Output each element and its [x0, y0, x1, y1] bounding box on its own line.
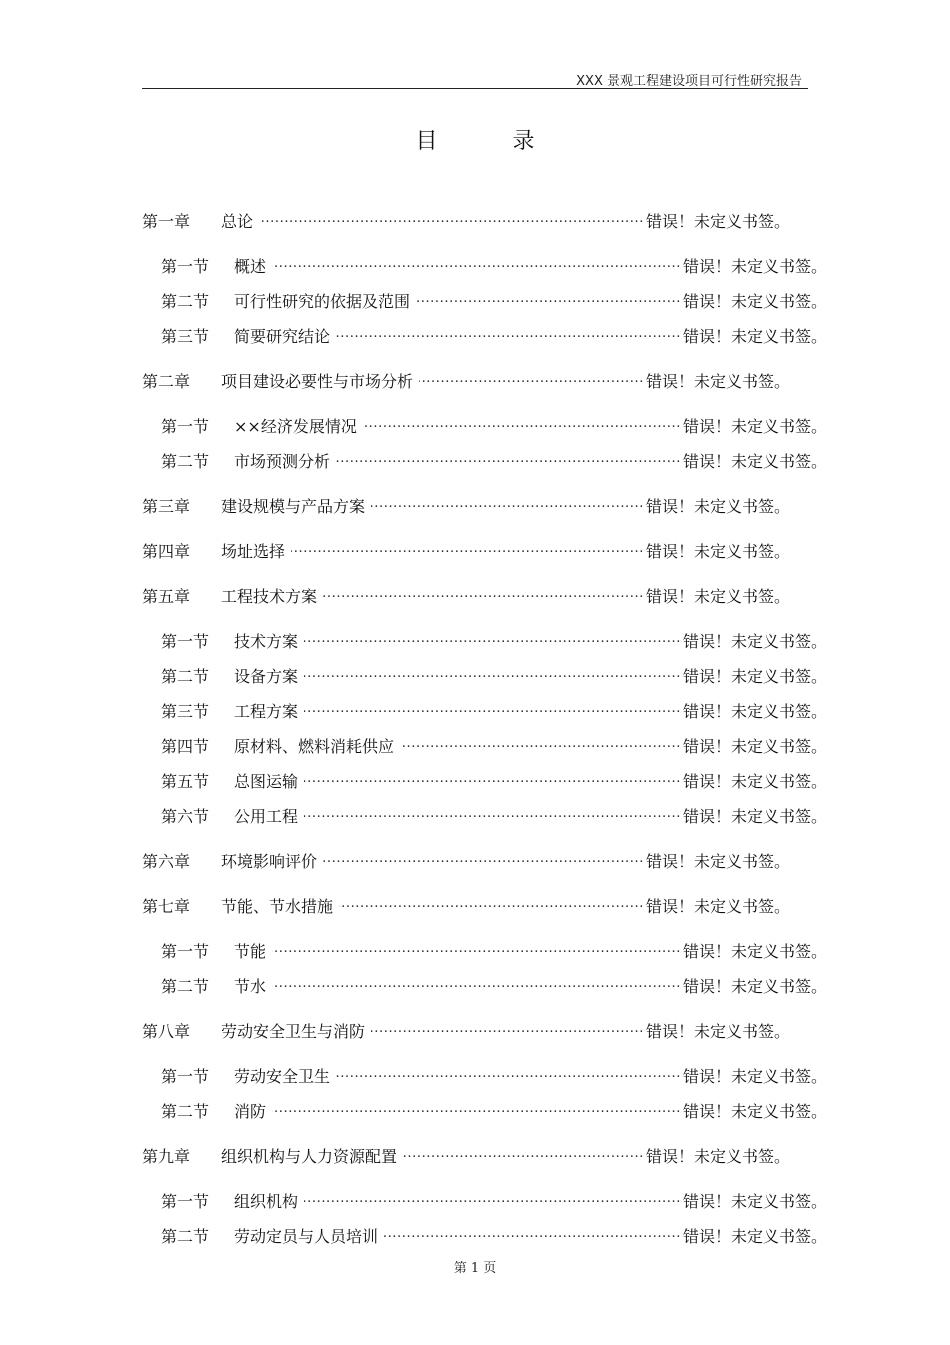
toc-entry-title: 总图运输 — [234, 771, 299, 791]
toc-entry-page-ref: 错误！未定义书签。 — [682, 736, 827, 756]
toc-entry-page-ref: 错误！未定义书签。 — [645, 211, 790, 231]
toc-entry-page-ref: 错误！未定义书签。 — [682, 416, 827, 436]
toc-leader-dots — [384, 1226, 681, 1244]
toc-entry-number: 第三节 — [161, 326, 210, 346]
toc-entry[interactable] — [161, 1222, 827, 1248]
toc-entry-page-ref: 错误！未定义书签。 — [682, 631, 827, 651]
toc-entry-page-ref: 错误！未定义书签。 — [682, 941, 827, 961]
toc-entry[interactable] — [161, 1097, 827, 1123]
toc-entry[interactable] — [142, 1142, 790, 1168]
toc-entry[interactable] — [161, 732, 827, 758]
toc-entry-title: 劳动定员与人员培训 — [234, 1226, 379, 1246]
toc-entry-number: 第一章 — [142, 211, 191, 231]
toc-entry-page-ref: 错误！未定义书签。 — [645, 1146, 790, 1166]
toc-leader-dots — [272, 976, 681, 994]
toc-entry-page-ref: 错误！未定义书签。 — [645, 371, 790, 391]
toc-entry-page-ref: 错误！未定义书签。 — [645, 1021, 790, 1041]
page-footer: 第 1 页 — [453, 1261, 497, 1276]
toc-leader-dots — [400, 736, 681, 754]
toc-leader-dots — [259, 211, 644, 229]
toc-leader-dots — [304, 806, 681, 824]
toc-leader-dots — [336, 326, 681, 344]
toc-entry-page-ref: 错误！未定义书签。 — [682, 771, 827, 791]
toc-entry-title: 建设规模与产品方案 — [221, 496, 366, 516]
toc-entry[interactable] — [161, 662, 827, 688]
toc-entry-title: 概述 — [234, 256, 267, 276]
toc-entry-number: 第二节 — [161, 1101, 210, 1121]
toc-entry-title: 公用工程 — [234, 806, 299, 826]
toc-leader-dots — [419, 371, 644, 389]
toc-entry-page-ref: 错误！未定义书签。 — [682, 291, 827, 311]
toc-entry-page-ref: 错误！未定义书签。 — [682, 256, 827, 276]
toc-entry-title: 劳动安全卫生 — [234, 1066, 331, 1086]
toc-leader-dots — [339, 896, 644, 914]
toc-entry[interactable] — [142, 492, 790, 518]
toc-entry-number: 第九章 — [142, 1146, 191, 1166]
toc-entry[interactable] — [161, 412, 827, 438]
toc-leader-dots — [363, 416, 681, 434]
toc-entry-page-ref: 错误！未定义书签。 — [682, 806, 827, 826]
toc-entry-page-ref: 错误！未定义书签。 — [682, 976, 827, 996]
toc-entry-title: 节水 — [234, 976, 267, 996]
toc-entry-page-ref: 错误！未定义书签。 — [682, 1191, 827, 1211]
toc-leader-dots — [304, 1191, 681, 1209]
toc-entry[interactable] — [161, 627, 827, 653]
toc-entry-page-ref: 错误！未定义书签。 — [645, 896, 790, 916]
toc-entry[interactable] — [142, 367, 790, 393]
toc-entry-title: 工程方案 — [234, 701, 299, 721]
toc-leader-dots — [304, 701, 681, 719]
toc-leader-dots — [323, 851, 644, 869]
toc-entry-number: 第一节 — [161, 1191, 210, 1211]
toc-entry-title: 技术方案 — [234, 631, 299, 651]
toc-entry-number: 第五节 — [161, 771, 210, 791]
toc-leader-dots — [323, 586, 644, 604]
toc-entry-number: 第二节 — [161, 1226, 210, 1246]
toc-entry[interactable] — [161, 937, 827, 963]
toc-entry[interactable] — [142, 892, 790, 918]
toc-leader-dots — [336, 1066, 681, 1084]
toc-entry-page-ref: 错误！未定义书签。 — [645, 586, 790, 606]
toc-entry-page-ref: 错误！未定义书签。 — [682, 666, 827, 686]
toc-entry[interactable] — [161, 287, 827, 313]
toc-leader-dots — [403, 1146, 644, 1164]
toc-leader-dots — [304, 631, 681, 649]
toc-entry-page-ref: 错误！未定义书签。 — [682, 1101, 827, 1121]
toc-entry[interactable] — [161, 802, 827, 828]
toc-entry[interactable] — [142, 847, 790, 873]
toc-entry-number: 第八章 — [142, 1021, 191, 1041]
toc-entry-number: 第二节 — [161, 666, 210, 686]
toc-entry[interactable] — [161, 1187, 827, 1213]
toc-entry-title: 市场预测分析 — [234, 451, 331, 471]
toc-entry-page-ref: 错误！未定义书签。 — [682, 326, 827, 346]
toc-leader-dots — [416, 291, 681, 309]
toc-entry-number: 第一节 — [161, 256, 210, 276]
toc-leader-dots — [371, 1021, 644, 1039]
toc-entry-number: 第五章 — [142, 586, 191, 606]
toc-leader-dots — [304, 771, 681, 789]
toc-entry-title: 组织机构与人力资源配置 — [221, 1146, 398, 1166]
toc-entry-page-ref: 错误！未定义书签。 — [682, 1226, 827, 1246]
toc-entry-number: 第七章 — [142, 896, 191, 916]
toc-entry-title: 工程技术方案 — [221, 586, 318, 606]
toc-leader-dots — [272, 1101, 681, 1119]
toc-entry[interactable] — [161, 1062, 827, 1088]
toc-leader-dots — [371, 496, 644, 514]
toc-entry-number: 第四章 — [142, 541, 191, 561]
toc-entry-number: 第二节 — [161, 291, 210, 311]
toc-leader-dots — [272, 941, 681, 959]
toc-leader-dots — [272, 256, 681, 274]
toc-entry-number: 第二节 — [161, 451, 210, 471]
toc-entry-title: 节能 — [234, 941, 267, 961]
toc-entry-title: 场址选择 — [221, 541, 286, 561]
toc-entry[interactable] — [142, 537, 790, 563]
toc-entry-number: 第一节 — [161, 941, 210, 961]
toc-entry-number: 第六节 — [161, 806, 210, 826]
toc-entry-title: 可行性研究的依据及范围 — [234, 291, 411, 311]
toc-entry-number: 第一节 — [161, 631, 210, 651]
toc-entry-page-ref: 错误！未定义书签。 — [682, 451, 827, 471]
toc-entry[interactable] — [142, 207, 790, 233]
toc-entry-number: 第三节 — [161, 701, 210, 721]
toc-entry[interactable] — [161, 697, 827, 723]
toc-entry-title: 节能、节水措施 — [221, 896, 334, 916]
toc-entry[interactable] — [161, 252, 827, 278]
toc-entry[interactable] — [142, 1017, 790, 1043]
toc-leader-dots — [291, 541, 644, 559]
toc-entry-title: 劳动安全卫生与消防 — [221, 1021, 366, 1041]
toc-entry-title: 总论 — [221, 211, 254, 231]
toc-entry-page-ref: 错误！未定义书签。 — [645, 851, 790, 871]
toc-entry-title: 组织机构 — [234, 1191, 299, 1211]
toc-entry[interactable] — [161, 972, 827, 998]
toc-entry-number: 第二章 — [142, 371, 191, 391]
toc-entry-page-ref: 错误！未定义书签。 — [682, 701, 827, 721]
toc-entry-title: 环境影响评价 — [221, 851, 318, 871]
toc-entry-page-ref: 错误！未定义书签。 — [645, 496, 790, 516]
toc-entry[interactable] — [142, 582, 790, 608]
toc-entry[interactable] — [161, 447, 827, 473]
toc-entry-title: ××经济发展情况 — [234, 416, 357, 436]
toc-entry-page-ref: 错误！未定义书签。 — [682, 1066, 827, 1086]
toc-entry[interactable] — [161, 322, 827, 348]
toc-entry-number: 第一节 — [161, 416, 210, 436]
toc-entry-number: 第二节 — [161, 976, 210, 996]
header-text: XXX 景观工程建设项目可行性研究报告 — [576, 74, 802, 89]
toc-entry-page-ref: 错误！未定义书签。 — [645, 541, 790, 561]
toc-entry-number: 第六章 — [142, 851, 191, 871]
toc-entry-title: 简要研究结论 — [234, 326, 331, 346]
toc-entry-number: 第三章 — [142, 496, 191, 516]
toc-leader-dots — [336, 451, 681, 469]
toc-entry[interactable] — [161, 767, 827, 793]
toc-entry-title: 消防 — [234, 1101, 267, 1121]
toc-title: 目 录 — [415, 129, 569, 154]
toc-entry-title: 原材料、燃料消耗供应 — [234, 736, 395, 756]
toc-entry-title: 设备方案 — [234, 666, 299, 686]
toc-entry-number: 第四节 — [161, 736, 210, 756]
toc-entry-title: 项目建设必要性与市场分析 — [221, 371, 414, 391]
toc-leader-dots — [304, 666, 681, 684]
toc-entry-number: 第一节 — [161, 1066, 210, 1086]
